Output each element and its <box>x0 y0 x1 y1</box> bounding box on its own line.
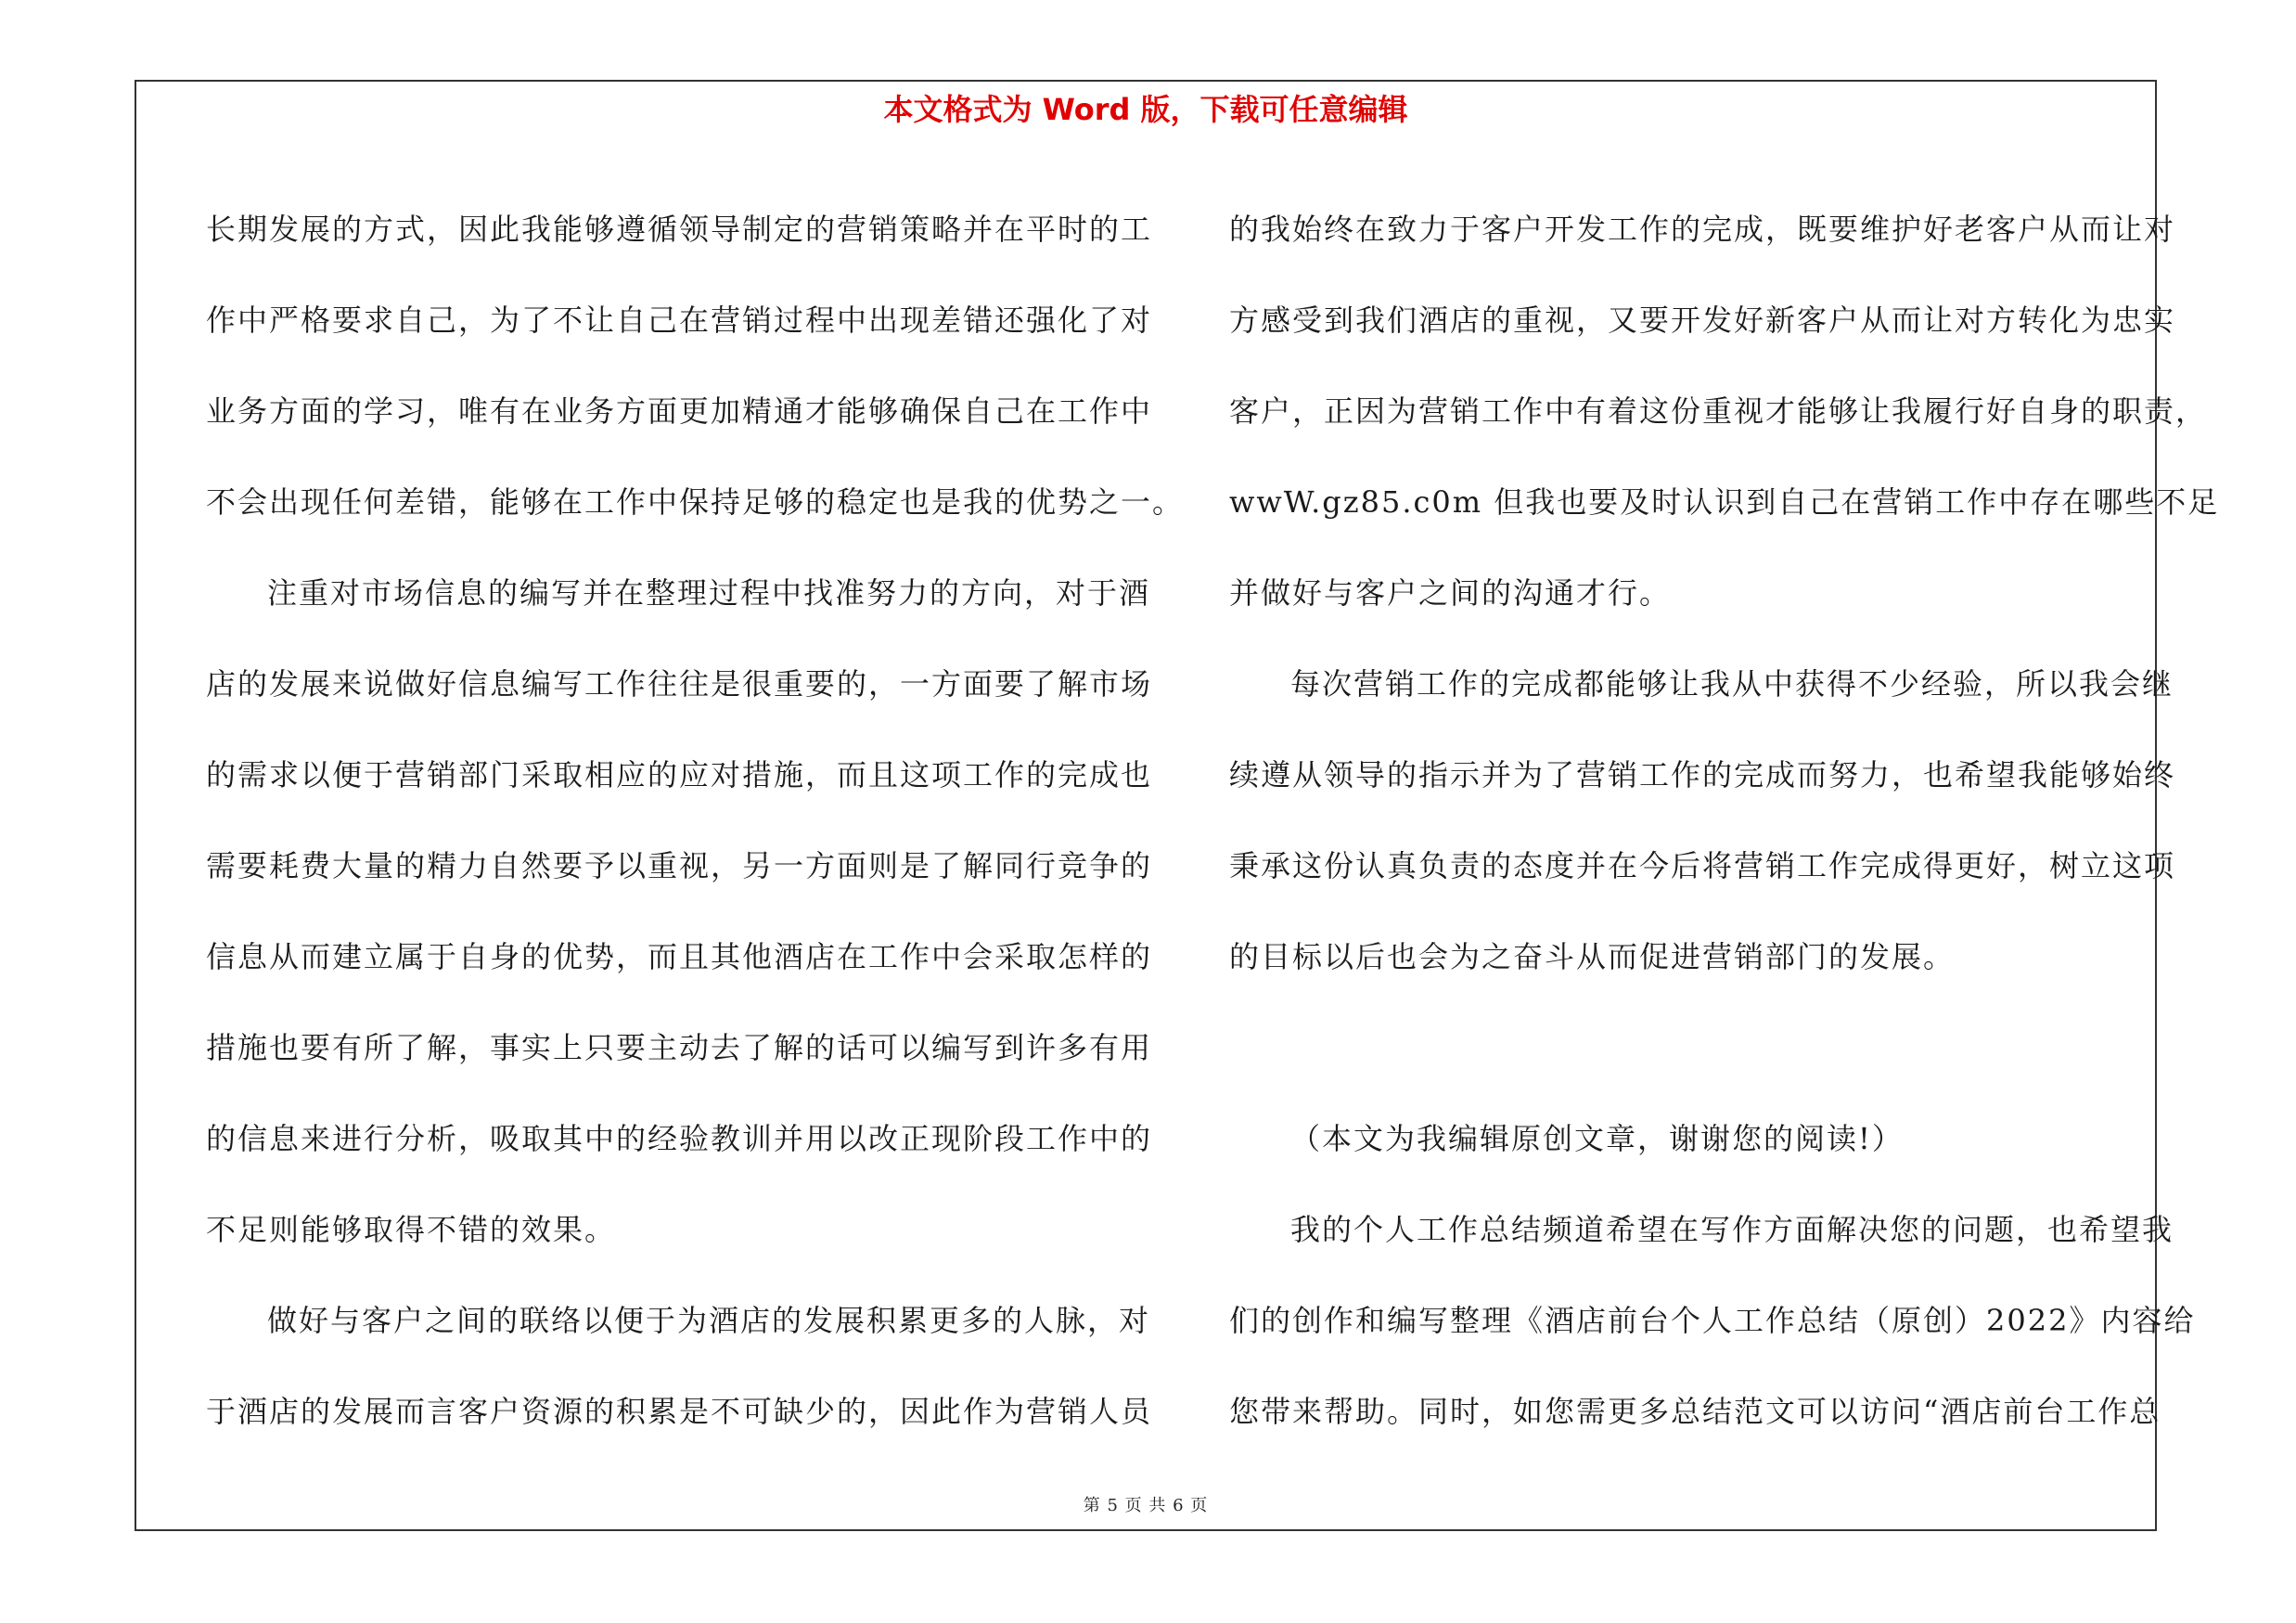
left-column <box>206 184 1185 1457</box>
text-line: 并做好与客户之间的沟通才行。 <box>1229 575 1672 611</box>
text-line: 我的个人工作总结频道希望在写作方面解决您的问题，也希望我 <box>1290 1212 2174 1247</box>
text-line: 的信息来进行分析，吸取其中的经验教训并用以改正现阶段工作中的 <box>206 1121 1153 1156</box>
text-line: 不足则能够取得不错的效果。 <box>206 1212 617 1247</box>
page-footer: 第 5 页 共 6 页 <box>1083 1496 1209 1515</box>
text-line <box>1229 1002 2157 1093</box>
text-line: 需要耗费大量的精力自然要予以重视，另一方面则是了解同行竞争的 <box>206 848 1153 883</box>
text-line: 做好与客户之间的联络以便于为酒店的发展积累更多的人脉，对 <box>267 1303 1151 1338</box>
page-frame <box>135 80 2220 1531</box>
text-line: 长期发展的方式，因此我能够遵循领导制定的营销策略并在平时的工 <box>206 212 1153 247</box>
text-line: 的需求以便于营销部门采取相应的应对措施，而且这项工作的完成也 <box>206 757 1153 792</box>
right-column <box>1229 184 2220 1457</box>
text-line: 续遵从领导的指示并为了营销工作的完成而努力，也希望我能够始终 <box>1229 757 2176 792</box>
text-line: 您带来帮助。同时，如您需更多总结范文可以访问“酒店前台工作总 <box>1229 1394 2161 1429</box>
text-line: 信息从而建立属于自身的优势，而且其他酒店在工作中会采取怎样的 <box>206 939 1153 974</box>
text-line: 每次营销工作的完成都能够让我从中获得不少经验，所以我会继 <box>1290 666 2174 702</box>
text-line: 注重对市场信息的编写并在整理过程中找准努力的方向，对于酒 <box>267 575 1151 611</box>
text-line: （本文为我编辑原创文章，谢谢您的阅读!） <box>1290 1121 1904 1156</box>
text-line: 业务方面的学习，唯有在业务方面更加精通才能够确保自己在工作中 <box>206 393 1153 429</box>
text-line: wwW.gz85.c0m 但我也要及时认识到自己在营销工作中存在哪些不足 <box>1229 484 2220 520</box>
format-banner: 本文格式为 Word 版，下载可任意编辑 <box>883 92 1408 127</box>
text-line: 作中严格要求自己，为了不让自己在营销过程中出现差错还强化了对 <box>206 303 1153 338</box>
text-line: 的目标以后也会为之奋斗从而促进营销部门的发展。 <box>1229 939 1956 974</box>
text-line: 店的发展来说做好信息编写工作往往是很重要的，一方面要了解市场 <box>206 666 1153 702</box>
text-line: 秉承这份认真负责的态度并在今后将营销工作完成得更好，树立这项 <box>1229 848 2176 883</box>
text-line: 客户，正因为营销工作中有着这份重视才能够让我履行好自身的职责， <box>1229 393 2208 429</box>
text-line: 方感受到我们酒店的重视，又要开发好新客户从而让对方转化为忠实 <box>1229 303 2176 338</box>
text-line: 于酒店的发展而言客户资源的积累是不可缺少的，因此作为营销人员 <box>206 1394 1153 1429</box>
text-line: 不会出现任何差错，能够在工作中保持足够的稳定也是我的优势之一。 <box>206 484 1185 520</box>
text-line: 措施也要有所了解，事实上只要主动去了解的话可以编写到许多有用 <box>206 1030 1153 1065</box>
text-line: 们的创作和编写整理《酒店前台个人工作总结（原创）2022》内容给 <box>1229 1303 2196 1338</box>
text-line: 的我始终在致力于客户开发工作的完成，既要维护好老客户从而让对 <box>1229 212 2176 247</box>
